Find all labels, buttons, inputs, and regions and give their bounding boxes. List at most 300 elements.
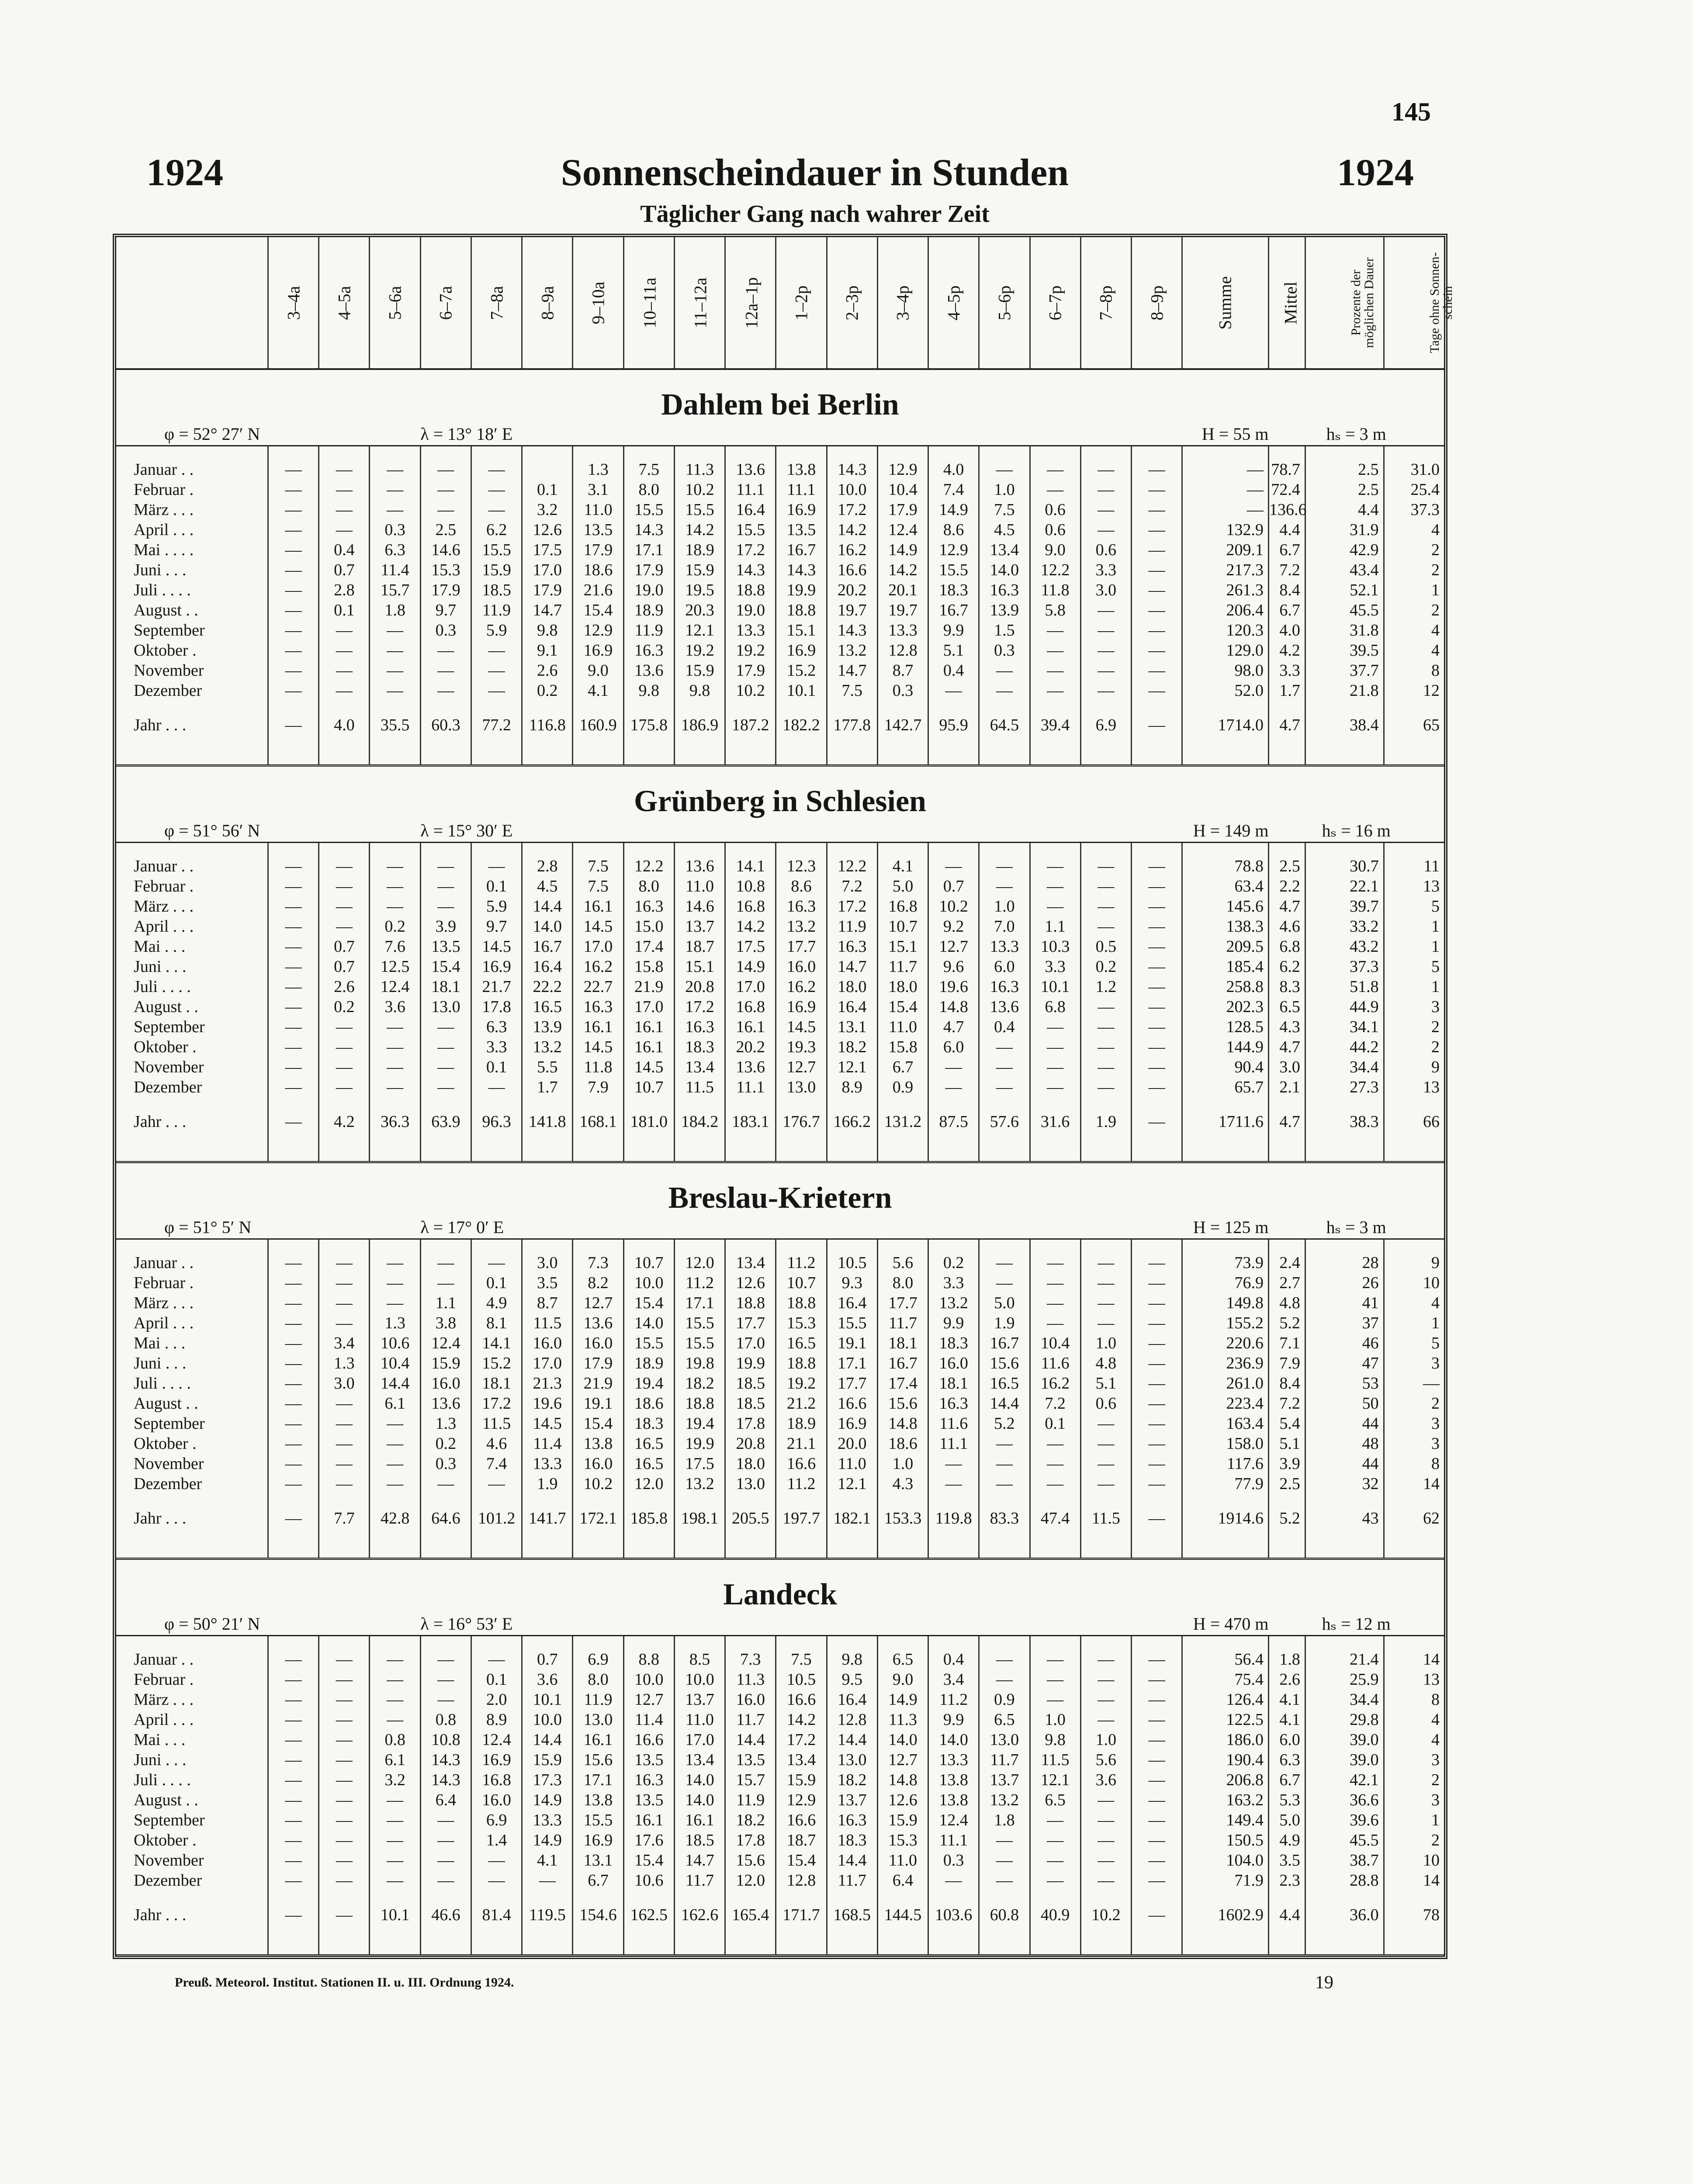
row-label: Februar . (134, 1670, 194, 1689)
spacer-cell (979, 701, 1030, 712)
separator-cell (1132, 1531, 1182, 1559)
row-label: Jahr . . . (134, 1906, 187, 1924)
value-cell: 5.1 (1268, 1434, 1305, 1454)
separator-cell (1305, 1928, 1384, 1956)
separator-cell (1384, 1531, 1444, 1559)
value-cell: 31.0 (1384, 460, 1444, 480)
value-cell: 18.2 (674, 1373, 725, 1393)
value-cell: 11.8 (1030, 580, 1080, 600)
value-cell: 9.2 (928, 916, 979, 936)
value-cell: 15.6 (573, 1750, 623, 1770)
value-cell: — (420, 1273, 471, 1293)
month-row (116, 1690, 1444, 1710)
value-cell: — (370, 1434, 420, 1454)
spacer-cell (623, 701, 674, 712)
value-cell: — (1030, 1313, 1080, 1333)
value-cell: 11.1 (725, 480, 776, 500)
value-cell: — (268, 480, 319, 500)
value-cell: — (319, 1870, 370, 1890)
separator-cell (1268, 1531, 1305, 1559)
value-cell: 9.8 (827, 1649, 877, 1669)
value-cell: 9.0 (877, 1669, 928, 1690)
spacer-cell (1384, 843, 1444, 857)
value-cell: — (979, 1454, 1030, 1474)
value-cell: — (420, 1037, 471, 1057)
month-row (116, 640, 1444, 660)
spacer-cell (623, 1097, 674, 1109)
value-cell: 13.0 (827, 1750, 877, 1770)
value-cell: — (1030, 876, 1080, 896)
value-cell: — (420, 1850, 471, 1870)
spacer-cell (1030, 1097, 1080, 1109)
value-cell: 6.0 (928, 1037, 979, 1057)
spacer-cell (827, 1890, 877, 1902)
value-cell: — (420, 856, 471, 876)
value-cell: — (1030, 640, 1080, 660)
value-cell: — (370, 1810, 420, 1830)
value-cell: — (268, 1037, 319, 1057)
value-cell: — (1132, 1902, 1182, 1928)
separator-cell (1132, 1135, 1182, 1162)
value-cell: 126.4 (1182, 1690, 1269, 1710)
value-cell: 75.4 (1182, 1669, 1269, 1690)
row-label: März . . . (134, 897, 194, 916)
value-cell: 18.2 (827, 1037, 877, 1057)
spacer-cell (725, 1239, 776, 1253)
value-cell: — (1080, 1474, 1131, 1494)
value-cell: 16.0 (776, 957, 827, 977)
separator-cell (928, 1928, 979, 1956)
value-cell: 28.8 (1305, 1870, 1384, 1890)
value-cell: 11.5 (471, 1413, 522, 1434)
value-cell: 63.4 (1182, 876, 1269, 896)
column-header (1182, 237, 1269, 369)
value-cell: 145.6 (1182, 896, 1269, 916)
value-cell: 0.3 (420, 620, 471, 640)
value-cell: 7.5 (573, 876, 623, 896)
value-cell: 7.5 (827, 681, 877, 701)
value-cell: 17.0 (573, 936, 623, 957)
value-cell: 3 (1384, 1413, 1444, 1434)
spacer-cell (1132, 843, 1182, 857)
row-label: September (134, 621, 205, 639)
value-cell: 13.6 (573, 1313, 623, 1333)
spacer-cell (877, 843, 928, 857)
value-cell: 60.8 (979, 1902, 1030, 1928)
value-cell: — (319, 1454, 370, 1474)
value-cell: — (1080, 660, 1131, 681)
value-cell: 17.0 (725, 1333, 776, 1353)
value-cell: 12.2 (623, 856, 674, 876)
value-cell: 0.8 (370, 1730, 420, 1750)
value-cell: 15.5 (623, 500, 674, 520)
value-cell: — (268, 997, 319, 1017)
value-cell: 5.0 (1268, 1810, 1305, 1830)
row-label: Dezember (134, 1871, 202, 1890)
value-cell: 39.6 (1305, 1810, 1384, 1830)
value-cell: 13.3 (928, 1750, 979, 1770)
value-cell: — (1030, 1434, 1080, 1454)
value-cell: — (319, 876, 370, 896)
value-cell: — (370, 620, 420, 640)
value-cell: 33.2 (1305, 916, 1384, 936)
value-cell: 21.2 (776, 1393, 827, 1413)
station-title-row (116, 1162, 1444, 1216)
value-cell: 11.2 (674, 1273, 725, 1293)
value-cell: 3.9 (420, 916, 471, 936)
value-cell: — (268, 1057, 319, 1077)
value-cell: 52.0 (1182, 681, 1269, 701)
value-cell: — (370, 460, 420, 480)
value-cell: — (1080, 1830, 1131, 1850)
column-header (1305, 237, 1384, 369)
spacer-cell (1182, 1890, 1269, 1902)
spacer-cell (1268, 1097, 1305, 1109)
value-cell: — (420, 1830, 471, 1850)
value-cell: 14 (1384, 1649, 1444, 1669)
value-cell: 2 (1384, 1830, 1444, 1850)
spacer-cell (776, 1097, 827, 1109)
row-label: April . . . (134, 917, 194, 936)
separator-cell (522, 738, 573, 766)
value-cell: 6.3 (471, 1017, 522, 1037)
value-cell: 0.4 (319, 540, 370, 560)
value-cell: 19.6 (522, 1393, 573, 1413)
spacer-cell (827, 1239, 877, 1253)
value-cell: 4.8 (1080, 1353, 1131, 1373)
value-cell: 16.8 (725, 896, 776, 916)
value-cell: 21.8 (1305, 681, 1384, 701)
value-cell: 19.7 (877, 600, 928, 620)
value-cell: — (268, 896, 319, 916)
value-cell: 73.9 (1182, 1253, 1269, 1273)
value-cell: — (1080, 1790, 1131, 1810)
month-row (116, 1077, 1444, 1097)
value-cell: 1 (1384, 916, 1444, 936)
value-cell: — (319, 1750, 370, 1770)
value-cell: 4.1 (1268, 1710, 1305, 1730)
spacer-cell (1080, 843, 1131, 857)
value-cell: 11.0 (573, 500, 623, 520)
value-cell: 8.6 (928, 520, 979, 540)
value-cell: 11.3 (725, 1669, 776, 1690)
value-cell: — (471, 1870, 522, 1890)
value-cell: 9 (1384, 1253, 1444, 1273)
value-cell: 6.7 (1268, 540, 1305, 560)
separator-cell (928, 1135, 979, 1162)
separator-cell (827, 1928, 877, 1956)
spacer-cell (116, 446, 268, 460)
spacer-cell (1132, 1890, 1182, 1902)
value-cell: 13.9 (979, 600, 1030, 620)
value-cell: 3.5 (522, 1273, 573, 1293)
value-cell: 0.2 (420, 1434, 471, 1454)
value-cell: 4 (1384, 1710, 1444, 1730)
value-cell: 220.6 (1182, 1333, 1269, 1353)
value-cell: 7.9 (1268, 1353, 1305, 1373)
spacer-cell (1268, 1636, 1305, 1650)
value-cell: — (1080, 600, 1131, 620)
value-cell: — (471, 640, 522, 660)
row-label: Mai . . . . (134, 541, 194, 559)
column-header-label: 6–7p (1045, 285, 1065, 320)
value-cell: 5 (1384, 1333, 1444, 1353)
value-cell: 14.1 (725, 856, 776, 876)
spacer-cell (268, 446, 319, 460)
value-cell: 0.6 (1030, 520, 1080, 540)
column-header-label: 7–8p (1096, 285, 1116, 320)
row-label: Januar . . (134, 1650, 194, 1669)
month-row (116, 1413, 1444, 1434)
value-cell: 16.1 (725, 1017, 776, 1037)
value-cell: 4.2 (1268, 640, 1305, 660)
row-label: Oktober . (134, 641, 197, 660)
value-cell: — (1080, 1669, 1131, 1690)
value-cell: — (319, 1037, 370, 1057)
column-header-label: 4–5a (334, 286, 354, 320)
value-cell: 2.6 (1268, 1669, 1305, 1690)
value-cell: — (319, 1057, 370, 1077)
station-longitude: λ = 15° 30′ E (420, 819, 1131, 843)
value-cell: 1.3 (420, 1413, 471, 1434)
value-cell: — (471, 681, 522, 701)
value-cell: 3 (1384, 1353, 1444, 1373)
separator-cell (268, 1928, 319, 1956)
spacer-cell (573, 701, 623, 712)
value-cell: 5.9 (471, 620, 522, 640)
value-cell: 7.2 (1030, 1393, 1080, 1413)
value-cell: 1.1 (420, 1293, 471, 1313)
value-cell: — (370, 856, 420, 876)
value-cell: 14.9 (522, 1830, 573, 1850)
spacer-cell (471, 843, 522, 857)
row-label: Mai . . . (134, 1731, 186, 1749)
spacer-cell (1384, 1890, 1444, 1902)
value-cell: 11.5 (674, 1077, 725, 1097)
value-cell: 11.7 (979, 1750, 1030, 1770)
value-cell: 46.6 (420, 1902, 471, 1928)
value-cell: 2.4 (1268, 1253, 1305, 1273)
value-cell: — (319, 856, 370, 876)
value-cell: 16.3 (623, 1770, 674, 1790)
value-cell: 11.5 (1030, 1750, 1080, 1770)
separator-cell (1268, 1135, 1305, 1162)
spacer-cell (1132, 1097, 1182, 1109)
value-cell: — (1030, 660, 1080, 681)
separator-cell (522, 1531, 573, 1559)
value-cell: 1.9 (1080, 1109, 1131, 1135)
separator-cell (573, 1531, 623, 1559)
value-cell: 21.1 (776, 1434, 827, 1454)
spacer-cell (1305, 843, 1384, 857)
value-cell: 8.4 (1268, 580, 1305, 600)
value-cell: 10.0 (623, 1669, 674, 1690)
value-cell: 10.4 (877, 480, 928, 500)
value-cell: 8.0 (573, 1669, 623, 1690)
value-cell: — (370, 1057, 420, 1077)
value-cell: — (268, 1810, 319, 1830)
separator-cell (420, 1531, 471, 1559)
section-separator (116, 1531, 1444, 1559)
value-cell: — (1030, 1649, 1080, 1669)
value-cell: — (268, 1850, 319, 1870)
spacer-cell (1305, 1636, 1384, 1650)
value-cell: 4.1 (522, 1850, 573, 1870)
column-header (1030, 237, 1080, 369)
value-cell: 3.3 (1080, 560, 1131, 580)
value-cell: — (979, 660, 1030, 681)
value-cell: 18.8 (776, 1353, 827, 1373)
value-cell: 9.8 (522, 620, 573, 640)
value-cell: — (522, 1870, 573, 1890)
value-cell: 3 (1384, 997, 1444, 1017)
row-label: September (134, 1414, 205, 1433)
separator-cell (1182, 1928, 1269, 1956)
value-cell: 16.9 (573, 1830, 623, 1850)
value-cell: 83.3 (979, 1505, 1030, 1531)
value-cell: — (1132, 480, 1182, 500)
month-row (116, 916, 1444, 936)
value-cell: — (319, 1393, 370, 1413)
separator-cell (319, 1531, 370, 1559)
value-cell: — (1132, 520, 1182, 540)
value-cell: 5 (1384, 957, 1444, 977)
value-cell: 2.3 (1268, 1870, 1305, 1890)
value-cell: — (268, 936, 319, 957)
value-cell: 1.8 (370, 600, 420, 620)
value-cell: — (1030, 1870, 1080, 1890)
spacer-cell (471, 701, 522, 712)
value-cell: 11.9 (725, 1790, 776, 1810)
value-cell: — (1132, 1690, 1182, 1710)
value-cell: — (268, 1434, 319, 1454)
separator-cell (471, 738, 522, 766)
value-cell: 12.8 (827, 1710, 877, 1730)
month-row (116, 1830, 1444, 1850)
value-cell: 15.6 (979, 1353, 1030, 1373)
value-cell: 42.1 (1305, 1770, 1384, 1790)
value-cell: 12.7 (573, 1293, 623, 1313)
value-cell: 16.4 (827, 1690, 877, 1710)
value-cell: 2.0 (471, 1690, 522, 1710)
value-cell: 10.6 (370, 1333, 420, 1353)
value-cell: 101.2 (471, 1505, 522, 1531)
value-cell: — (370, 1850, 420, 1870)
month-row (116, 876, 1444, 896)
value-cell: 3.3 (928, 1273, 979, 1293)
spacer-cell (928, 843, 979, 857)
value-cell: 4 (1384, 640, 1444, 660)
value-cell: 2 (1384, 1037, 1444, 1057)
value-cell: 16.5 (776, 1333, 827, 1353)
value-cell: 7.0 (979, 916, 1030, 936)
value-cell: — (1080, 1810, 1131, 1830)
value-cell: 15.1 (674, 957, 725, 977)
value-cell: 1.8 (1268, 1649, 1305, 1669)
value-cell: 5.2 (979, 1413, 1030, 1434)
value-cell: 21.9 (623, 977, 674, 997)
value-cell: 16.7 (979, 1333, 1030, 1353)
value-cell: 261.0 (1182, 1373, 1269, 1393)
value-cell: 13.2 (827, 640, 877, 660)
value-cell: 0.1 (471, 876, 522, 896)
value-cell: 18.9 (623, 1353, 674, 1373)
value-cell: 8.9 (471, 1710, 522, 1730)
value-cell: 27.3 (1305, 1077, 1384, 1097)
value-cell: 16.3 (979, 580, 1030, 600)
value-cell: — (471, 1474, 522, 1494)
value-cell: 21.9 (573, 1373, 623, 1393)
value-cell: — (1132, 1870, 1182, 1890)
value-cell: 9.9 (928, 620, 979, 640)
section-separator (116, 1928, 1444, 1956)
value-cell: — (420, 681, 471, 701)
spacer-cell (1384, 1636, 1444, 1650)
value-cell: — (420, 640, 471, 660)
value-cell: 15.9 (674, 660, 725, 681)
spacer-cell (979, 1239, 1030, 1253)
value-cell: 1.0 (1030, 1710, 1080, 1730)
value-cell: — (319, 916, 370, 936)
value-cell: — (420, 1253, 471, 1273)
value-cell: 16.9 (471, 957, 522, 977)
row-label: Juli . . . . (134, 1374, 191, 1393)
spacer-cell (928, 1239, 979, 1253)
row-label: Juli . . . . (134, 978, 191, 996)
value-cell: 10.5 (827, 1253, 877, 1273)
value-cell: 1.7 (522, 1077, 573, 1097)
column-header-label: 3–4p (893, 285, 913, 320)
year-left: 1924 (146, 152, 223, 194)
value-cell: 7.5 (573, 856, 623, 876)
value-cell: 12.6 (725, 1273, 776, 1293)
value-cell: 141.7 (522, 1505, 573, 1531)
value-cell: 16.1 (623, 1037, 674, 1057)
value-cell: — (1080, 640, 1131, 660)
month-row (116, 1770, 1444, 1790)
value-cell: — (979, 460, 1030, 480)
value-cell: 186.9 (674, 712, 725, 738)
value-cell: 37 (1305, 1313, 1384, 1333)
value-cell: 81.4 (471, 1902, 522, 1928)
value-cell: 1.2 (1080, 977, 1131, 997)
column-header (319, 237, 370, 369)
spacer-cell (674, 1494, 725, 1505)
month-row (116, 856, 1444, 876)
spacer-cell (319, 843, 370, 857)
value-cell: 12.9 (877, 460, 928, 480)
value-cell: 144.5 (877, 1902, 928, 1928)
value-cell: 16.2 (776, 977, 827, 997)
value-cell: 13 (1384, 1077, 1444, 1097)
month-row (116, 480, 1444, 500)
value-cell: 10.7 (623, 1077, 674, 1097)
value-cell: 18.0 (725, 1454, 776, 1474)
value-cell: — (268, 600, 319, 620)
value-cell: 19.0 (623, 580, 674, 600)
row-label: Juni . . . (134, 1751, 187, 1769)
value-cell: 223.4 (1182, 1393, 1269, 1413)
value-cell: 5.5 (522, 1057, 573, 1077)
value-cell: — (268, 1710, 319, 1730)
row-label: Juli . . . . (134, 581, 191, 599)
value-cell: 136.6 (1269, 501, 1307, 519)
value-cell: 2.7 (1268, 1273, 1305, 1293)
month-row (116, 1373, 1444, 1393)
row-label: Jahr . . . (134, 1509, 187, 1527)
value-cell: 14.9 (725, 957, 776, 977)
column-header (1384, 237, 1455, 369)
